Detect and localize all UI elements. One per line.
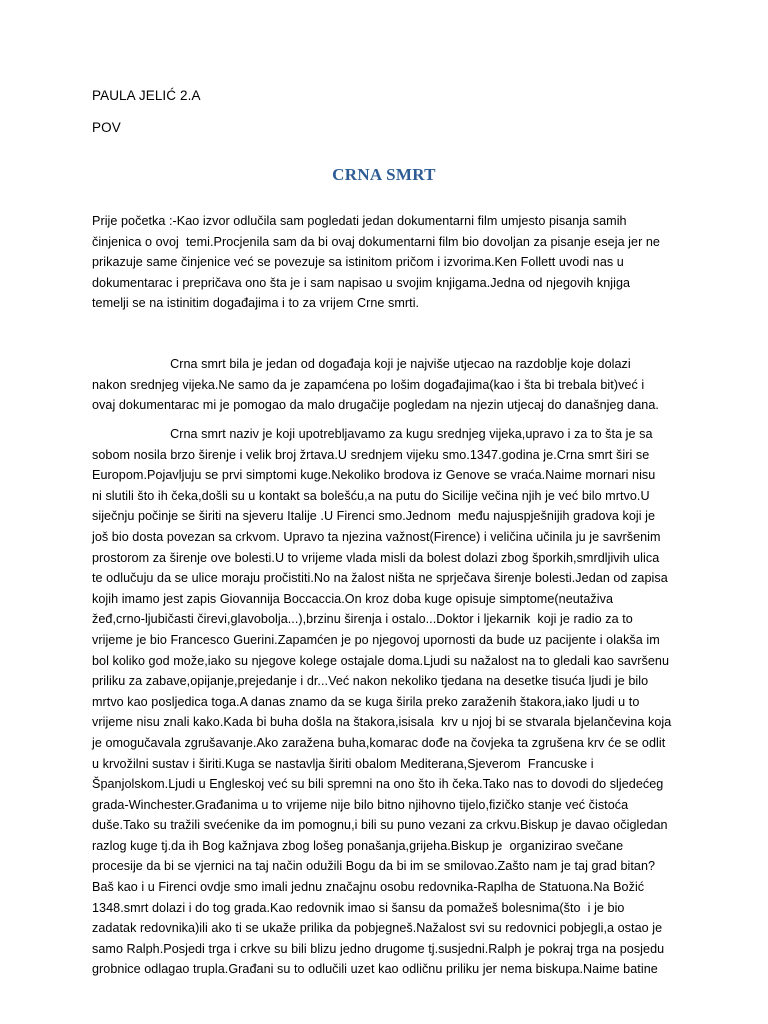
paragraph-line: Španjolskom.Ljudi u Engleskoj već su bili spremni na ono što ih čeka.Tako nas to dovodi do sljedećeg (92, 777, 664, 792)
paragraph-main (92, 424, 692, 980)
paragraph-line: ni slutili što ih čeka,došli su u kontakt sa bolešću,a na putu do Sicilije večina njih je već bilo mrtvo.U (92, 488, 650, 503)
paragraph-line: prostorom za širenje ove bolesti.U to vrijeme vlada misli da bolest dolazi zbog šporkih,smrdljivih ulica (92, 550, 660, 565)
paragraph-line: procesije da bi se vjernici na taj način odužili Bogu da bi im se smilovao.Zašto nam je taj grad bitan? (92, 859, 656, 874)
paragraph-line: samo Ralph.Posjedi trga i crkve su bili blizu jedno drugome tj.susjedni.Ralph je pokraj trga na posjedu (92, 941, 665, 956)
paragraph-line: Crna smrt bila je jedan od događaja koji je najviše utjecao na razdoblje koje dolazi (92, 357, 631, 371)
paragraph-second (92, 354, 692, 416)
paragraph-line: grada-Winchester.Građanima u to vrijeme nije bilo bitno njihovno tijelo,fizičko stanje već čistoća (92, 797, 629, 812)
paragraph-line: mrtvo kao posljedica toga.A danas znamo da se kuga širila preko zaraženih štakora,iako ljudi u to (92, 694, 640, 709)
paragraph-line: bol koliko god može,iako su njegove kolege ostajale doma.Ljudi su nažalost na to gledali kao savršenu (92, 653, 670, 668)
paragraph-line: je omogučavala zgrušavanje.Ako zaražena buha,komarac dođe na čovjeka ta zgrušena krv će se odlit (92, 735, 666, 750)
paragraph-line: dokumentarac i prepričava ono šta je i sam napisao u svojim knjigama.Jedna od njegovih knjiga (92, 275, 631, 290)
paragraph-line: razlog kuge tj.da ih Bog kažnjava zbog lošeg ponašanja,grijeha.Biskup je organizirao svečane (92, 838, 624, 853)
document-title: CRNA SMRT (332, 165, 436, 184)
paragraph-line: Europom.Pojavljuju se prvi simptomi kuge.Nekoliko brodova iz Genove se vraća.Naime mornari nisu (92, 468, 656, 483)
paragraph-line: duše.Tako su tražili svećenike da im pomognu,i bili su puno vezani za crkvu.Biskup je davao očigledan (92, 818, 668, 833)
paragraph-line: grobnice odlagao trupla.Građani su to odlučili uzet kao odličnu priliku jer nema biskupa.Naime batine (92, 962, 658, 977)
paragraph-line: Baš kao i u Firenci ovdje smo imali jednu značajnu osobu redovnika-Raplha de Statuona.Na Božić (92, 880, 645, 895)
paragraph-line: Crna smrt naziv je koji upotrebljavamo za kugu srednjeg vijeka,upravo i za to šta je sa (92, 427, 653, 441)
author-line: PAULA JELIĆ 2.A (92, 88, 201, 103)
paragraph-line: sobom nosila brzo širenje i velik broj žrtava.U srednjem vijeku smo.1347.godina je.Crna smrt širi se (92, 447, 650, 462)
paragraph-line: žeđ,crno-ljubičasti čirevi,glavobolja...),brzinu širenja i ostalo...Doktor i ljekarnik koji je radio za to (92, 612, 633, 627)
paragraph-line: nakon srednjeg vijeka.Ne samo da je zapamćena po lošim događajima(kao i šta bi trebala bit)već i (92, 377, 645, 392)
paragraph-line: u krvožilni sustav i širiti.Kuga se nastavlja širiti obalom Mediterana,Sjeverom Francuske i (92, 756, 594, 771)
paragraph-line: 1348.smrt dolazi i do tog grada.Kao redovnik imao si šansu da pomažeš bolesnima(što i je bio (92, 900, 625, 915)
paragraph-line: ovaj dokumentarac mi je pomogao da malo drugačije pogledam na njezin utjecaj do današnjeg dana. (92, 398, 659, 413)
paragraph-line: prikazuje same činjenice već se povezuje sa istinitom pričom i izvorima.Ken Follett uvodi nas u (92, 255, 624, 270)
paragraph-line: siječnju počinje se širiti na sjeveru Italije .U Firenci smo.Jednom među najuspješnijih gradova koji je (92, 509, 656, 524)
paragraph-intro (92, 211, 692, 314)
paragraph-line: temelji se na istinitim događajima i to za vrijem Crne smrti. (92, 296, 420, 311)
paragraph-line: Prije početka :-Kao izvor odlučila sam pogledati jedan dokumentarni film umjesto pisanja samih (92, 214, 627, 228)
paragraph-line: kojih imamo jest zapis Giovannija Boccaccia.On kroz doba kuge opisuje simptome(neutaživa (92, 591, 613, 606)
paragraph-line: te odlučuju da se ulice moraju pročistiti.No na žalost ništa ne sprječava širenje bolesti.Jedan od zapisa (92, 571, 668, 586)
paragraph-line: činjenica o ovoj temi.Procjenila sam da bi ovaj dokumentarni film bio dovoljan za pisanje eseja jer ne (92, 234, 660, 249)
paragraph-line: vrijeme je bio Francesco Guerini.Zapamćen je po njegovoj upornosti da bude uz pacijente i olakša im (92, 632, 660, 647)
paragraph-line: još bio dosta povezan sa crkvom. Upravo ta njezina važnost(Firence) i veličina učinila ju je savršenim (92, 529, 661, 544)
paragraph-line: priliku za zabave,opijanje,prejedanje i dr...Već nakon nekoliko tjedana na desetke tisuća ljudi je bilo (92, 674, 649, 689)
subject-line: POV (92, 120, 121, 135)
paragraph-line: zadatak redovnika)ili ako ti se ukaže prilika da pobjegneš.Nažalost svi su redovnici pobjegli,a ostao je (92, 921, 663, 936)
paragraph-line: vrijeme nisu znali kako.Kada bi buha došla na štakora,isisala krv u njoj bi se stvarala bjelančevina koja (92, 715, 672, 730)
